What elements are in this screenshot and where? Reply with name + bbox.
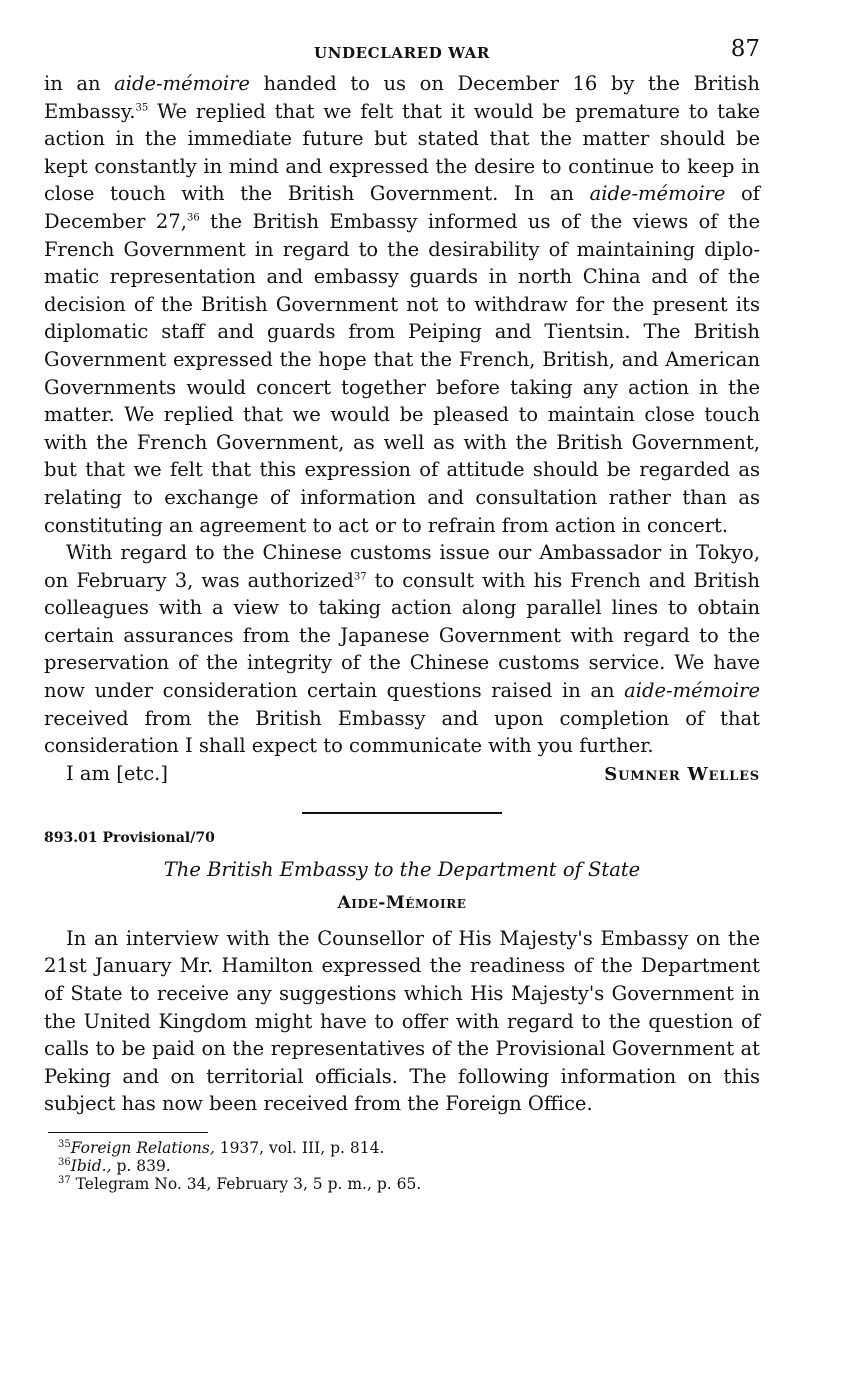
footnote-text: Telegram No. 34, February 3, 5 p. m., p. 65. xyxy=(70,1175,422,1193)
footnote-text: 1937, vol. III, p. 814. xyxy=(214,1139,385,1157)
paragraph-aide-memoire: In an interview with the Counsellor of His Majesty's Embassy on the 21st January Mr. Hamilton expressed the readiness of the Department of State to receive any suggestions which His Majesty's Government in the United Kingdom might have to offer with regard to the question of calls to be paid on the representatives of the Provisional Government at Peking and on territorial officials. The following information on this subject has now been received from the Foreign Office. xyxy=(44,926,760,1116)
text-run: We replied that we felt that it would be premature to take action in the immediate future but stated that the matter should be kept constantly in mind and expressed the desire to continue to keep in close touch with the British Government. In an xyxy=(44,99,760,206)
footnote-ref-36: 36 xyxy=(186,212,200,224)
footnotes xyxy=(58,1139,760,1193)
file-reference: 893.01 Provisional/70 xyxy=(44,829,215,846)
text-run: the British Embassy informed us of the views of the French Government in regard to the desirability of maintaining diplomatic representation and embassy guards in north China and of the decision of the British Government not to withdraw for the present its diplomatic staff and guards from Peiping and Tientsin. The British Government expressed the hope that the French, British, and American Governments would concert together before taking any action in the matter. We replied that we would be pleased to maintain close touch with the French Government, as well as with the British Government, but that we felt that this expression of attitude should be regarded as relating to exchange of information and consultation rather than as constituting an agreement to act or to refrain from action in concert. xyxy=(44,209,760,537)
footnote-36 xyxy=(58,1157,760,1175)
text-run: in an xyxy=(44,72,115,95)
text-run: to consult with his French and British colleagues with a view to taking action along parallel lines to obtain certain assurances from the Japanese Government with regard to the preservation of the integrity of the Chinese customs service. We have now under consideration certain questions raised in an xyxy=(44,568,760,703)
page xyxy=(44,34,760,1193)
text-run: handed to us on December 16 by the British Embassy. xyxy=(44,72,760,123)
footnote-divider xyxy=(48,1132,208,1133)
document-subtitle: Aide-Mémoire xyxy=(337,892,467,913)
text-run: With regard to the Chinese customs issue our Ambassador in Tokyo, on February 3, was authorized xyxy=(44,541,760,592)
document-title: The British Embassy to the Department of State xyxy=(163,857,641,881)
footnote-number: 36 xyxy=(58,1156,71,1168)
footnote-text: p. 839. xyxy=(111,1157,171,1175)
running-head xyxy=(44,34,760,70)
text-run: received from the British Embassy and upon completion of that consideration I shall expect to communicate with you further. xyxy=(44,706,760,758)
footnote-ref-35: 35 xyxy=(135,102,149,114)
footnote-35 xyxy=(58,1139,760,1157)
signature: Sumner Welles xyxy=(604,763,760,785)
salutation: I am [etc.] xyxy=(66,761,168,785)
footnote-number: 35 xyxy=(58,1138,71,1150)
italic-term: aide-mémoire xyxy=(114,72,250,95)
text-run: of December 27, xyxy=(44,182,760,233)
section-divider xyxy=(302,812,502,814)
paragraph-customs-issue xyxy=(44,539,760,760)
footnote-number: 37 xyxy=(58,1174,71,1186)
footnote-ref-37: 37 xyxy=(353,571,367,583)
paragraph-embassy-views xyxy=(44,70,760,539)
running-title: UNDECLARED WAR xyxy=(314,44,490,62)
letter-closing xyxy=(44,760,760,790)
footnote-title: Ibid., xyxy=(70,1157,112,1175)
italic-term: aide-mémoire xyxy=(589,182,726,206)
italic-term: aide-mémoire xyxy=(624,679,760,703)
page-number: 87 xyxy=(730,36,760,62)
footnote-title: Foreign Relations, xyxy=(70,1139,215,1157)
footnote-37 xyxy=(58,1175,760,1193)
